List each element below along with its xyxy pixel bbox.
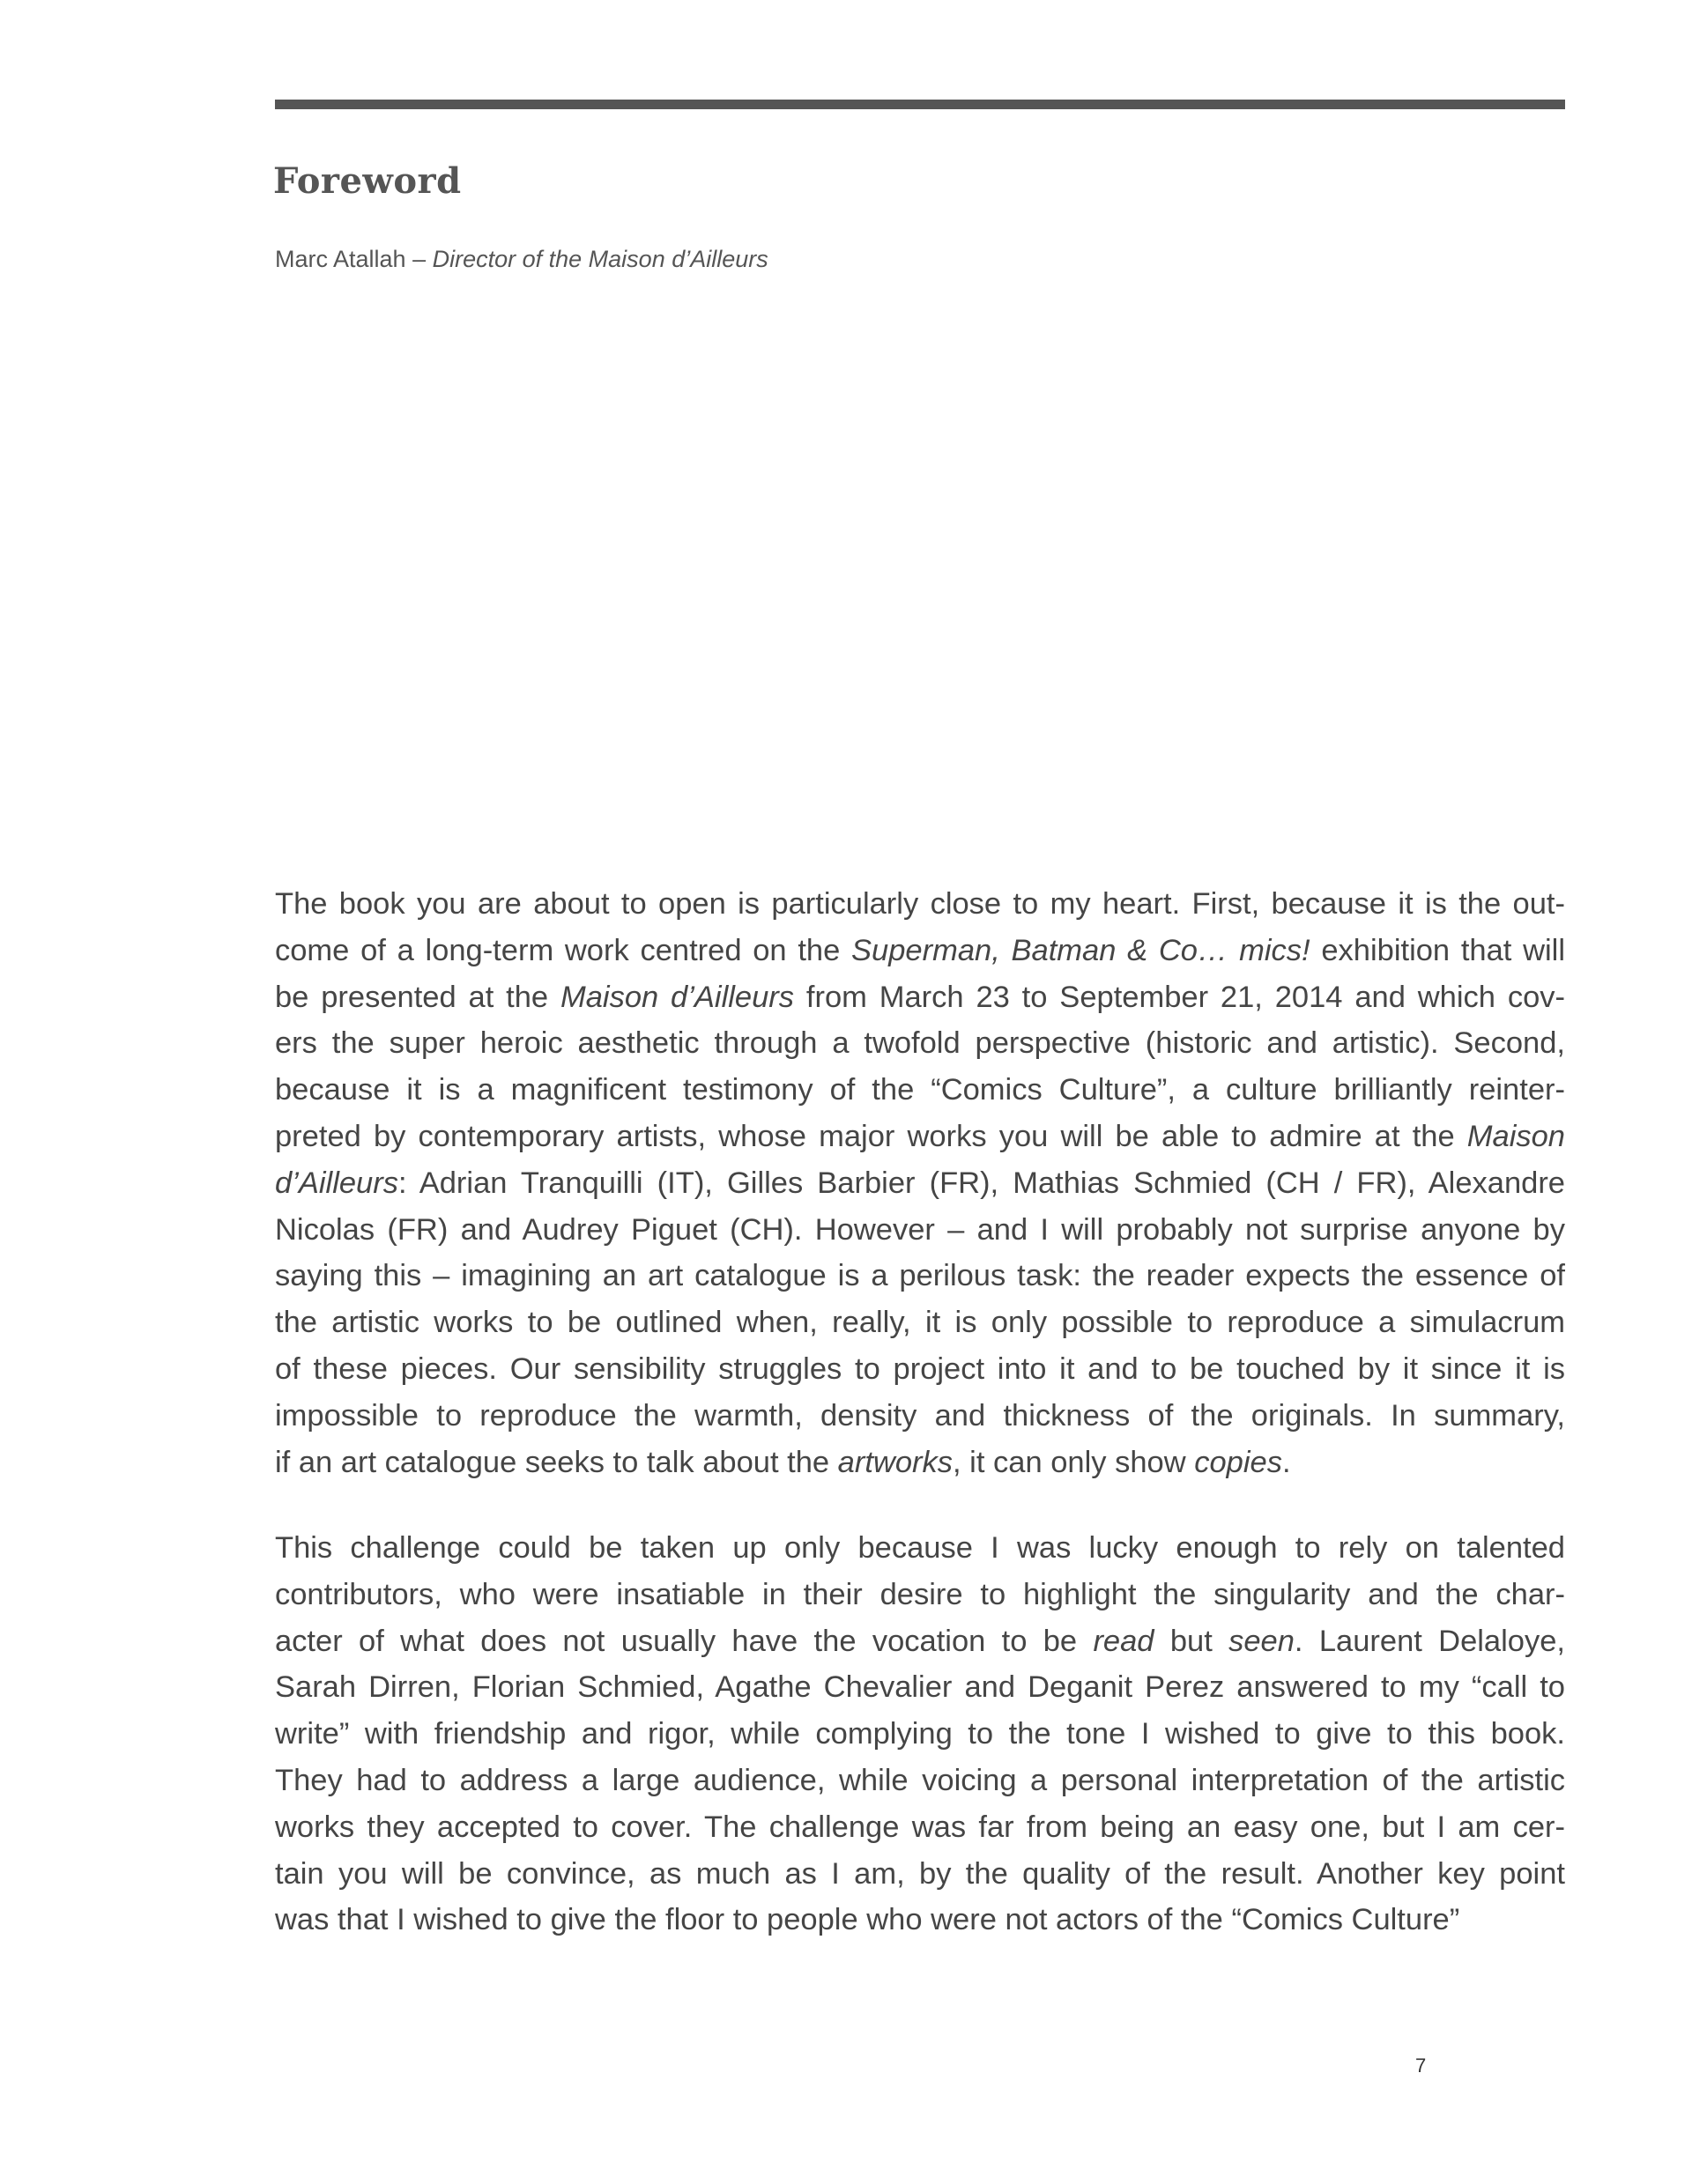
byline [275, 241, 768, 277]
text-line [275, 1664, 1565, 1711]
text-line [275, 1160, 1565, 1207]
text-run: preted by contemporary artists, whose major works you will be able to admire at the [275, 1119, 1467, 1153]
text-run: contributors, who were insatiable in their desire to highlight the singularity and the char- [275, 1577, 1565, 1611]
text-line [275, 1525, 1565, 1572]
text-line [275, 928, 1565, 974]
text-run: be presented at the [275, 980, 560, 1014]
text-line [275, 881, 1565, 928]
text-line [275, 1440, 1565, 1486]
byline-separator: – [405, 246, 433, 272]
text-line [275, 1851, 1565, 1898]
top-rule [275, 100, 1565, 109]
text-run: saying this – imagining an art catalogue is a perilous task: the reader expects the essence of [275, 1259, 1565, 1293]
text-line [275, 1393, 1565, 1440]
text-run: Nicolas (FR) and Audrey Piguet (CH). However – and I will probably not surprise anyone by [275, 1212, 1565, 1247]
text-run: They had to address a large audience, while voicing a personal interpretation of the artistic [275, 1763, 1565, 1797]
text-run: tain you will be convince, as much as I am, by the quality of the result. Another key point [275, 1856, 1565, 1891]
text-run: works they accepted to cover. The challenge was far from being an easy one, but I am cer- [275, 1810, 1565, 1844]
text-run: . [1281, 1445, 1291, 1479]
text-run: write” with friendship and rigor, while complying to the tone I wished to give to this book. [275, 1717, 1565, 1751]
text-run: : Adrian Tranquilli (IT), Gilles Barbier (FR), Mathias Schmied (CH / FR), Alexandre [397, 1166, 1565, 1200]
text-run: exhibition that will [1310, 933, 1566, 967]
italic-text: Maison [1466, 1119, 1565, 1153]
text-line [275, 1758, 1565, 1804]
section-heading: Foreword [273, 160, 462, 202]
italic-text: copies [1194, 1445, 1282, 1479]
text-run: if an art catalogue seeks to talk about the [275, 1445, 838, 1479]
text-line [275, 1114, 1565, 1160]
text-run: of these pieces. Our sensibility struggles to project into it and to be touched by it since it is [275, 1351, 1565, 1386]
text-run: was that I wished to give the floor to people who were not actors of the “Comics Culture” [275, 1903, 1460, 1937]
text-line [275, 1067, 1565, 1114]
text-line [275, 1618, 1565, 1665]
text-line [275, 1804, 1565, 1851]
byline-author: Marc Atallah [275, 246, 406, 272]
text-line [275, 1299, 1565, 1346]
text-run: from March 23 to September 21, 2014 and which cov- [794, 980, 1565, 1014]
text-run: ers the super heroic aesthetic through a twofold perspective (historic and artistic). Second, [275, 1026, 1565, 1061]
text-run: come of a long-term work centred on the [275, 933, 852, 967]
text-run: the artistic works to be outlined when, really, it is only possible to reproduce a simulacrum [275, 1306, 1565, 1340]
text-run: impossible to reproduce the warmth, density and thickness of the originals. In summary, [275, 1398, 1565, 1433]
italic-text: artworks [837, 1445, 954, 1479]
text-line [275, 1711, 1565, 1758]
text-run: , it can only show [953, 1445, 1195, 1479]
text-run: because it is a magnificent testimony of the “Comics Culture”, a culture brilliantly reinter- [275, 1073, 1565, 1107]
byline-role: Director of the Maison d’Ailleurs [432, 246, 768, 272]
body-paragraph-2 [275, 1525, 1565, 1943]
text-run: Sarah Dirren, Florian Schmied, Agathe Chevalier and Deganit Perez answered to my “call to [275, 1670, 1565, 1705]
text-line [275, 1207, 1565, 1254]
text-run: This challenge could be taken up only because I was lucky enough to rely on talented [275, 1531, 1565, 1565]
text-line [275, 1020, 1565, 1067]
italic-text: Superman, Batman & Co… mics! [851, 933, 1310, 967]
text-line [275, 974, 1565, 1021]
text-line [275, 1572, 1565, 1618]
body-paragraph-1 [275, 881, 1565, 1485]
text-run: . Laurent Delaloye, [1294, 1624, 1565, 1658]
italic-text: d’Ailleurs [275, 1166, 398, 1200]
italic-text: read [1093, 1624, 1154, 1658]
text-run: The book you are about to open is particularly close to my heart. First, because it is the out- [275, 887, 1565, 921]
text-run: but [1154, 1624, 1229, 1658]
text-line [275, 1253, 1565, 1299]
italic-text: Maison d’Ailleurs [560, 980, 795, 1014]
italic-text: seen [1228, 1624, 1295, 1658]
page-number: 7 [1415, 2054, 1427, 2077]
text-line [275, 1897, 1565, 1943]
text-line [275, 1346, 1565, 1393]
text-run: acter of what does not usually have the vocation to be [275, 1624, 1094, 1658]
